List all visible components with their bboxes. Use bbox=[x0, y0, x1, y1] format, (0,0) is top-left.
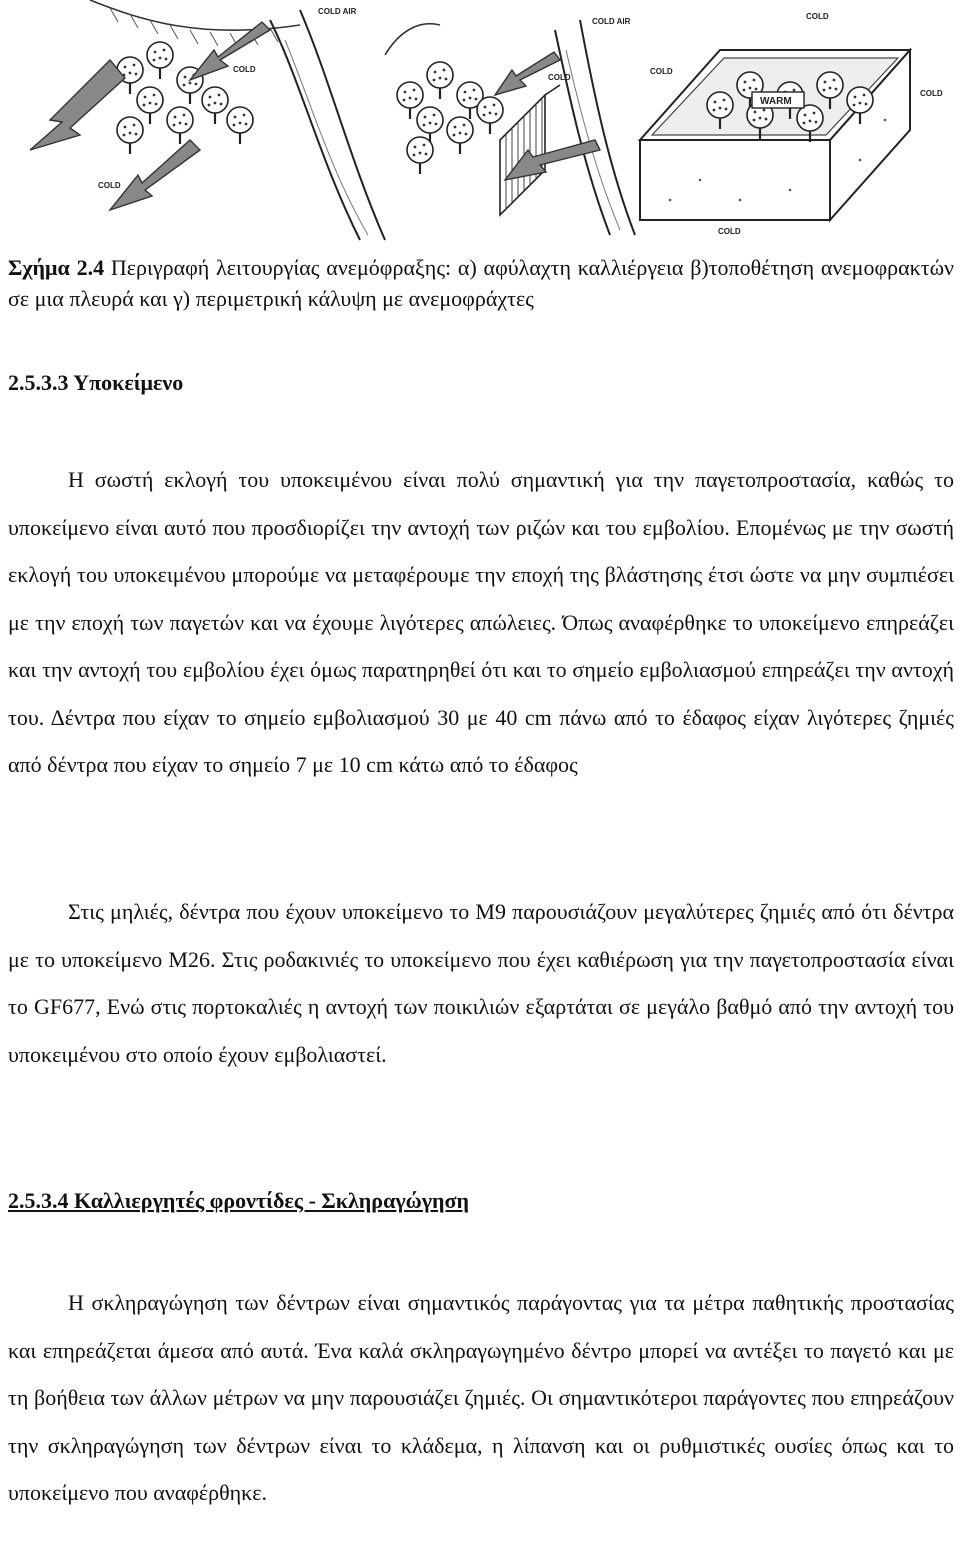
label-cold-air-b: COLD AIR bbox=[592, 17, 631, 26]
label-cold-c-left: COLD bbox=[650, 67, 673, 76]
label-warm-c: WARM bbox=[760, 96, 792, 107]
paragraph-hardening-1-text: Η σκληραγώγηση των δέντρων είναι σημαντικός παράγοντας για τα μέτρα παθητικής προστασίας και επηρεάζεται άμεσα από αυτά. Ένα καλά σκληραγωγημένο δέντρο μπορεί να αντέξει το παγετό και με τη βοήθεια των άλλων μέτρων να μην παρουσιάζει ζημιές. Οι σημαντικότεροι παράγοντες που επηρεάζουν την σκληραγώγηση των δέντρων είναι το κλάδεμα, η λίπανση και οι ρυθμιστικές ουσίες όπως και το υποκείμενο που αναφέρθηκε. bbox=[8, 1290, 954, 1505]
caption-label: Σχήμα 2.4 bbox=[8, 255, 105, 280]
section-heading-rootstock: 2.5.3.3 Υποκείμενο bbox=[8, 370, 184, 395]
paragraph-rootstock-2-text: Στις μηλιές, δέντρα που έχουν υποκείμενο το Μ9 παρουσιάζουν μεγαλύτερες ζημιές από ότι δέντρα με το υποκείμενο Μ26. Στις ροδακινιές το υποκείμενο που έχει καθιέρωση για την παγετοπροστασία είναι το GF677, Ενώ στις πορτοκαλιές η αντοχή των ποικιλιών εξαρτάται σε μεγάλο βαθμό από την αντοχή του υποκειμένου στο οποίο έχουν εμβολιαστεί. bbox=[8, 899, 954, 1067]
windbreak-figure bbox=[0, 0, 960, 245]
windbreak-illustration bbox=[0, 0, 960, 245]
paragraph-rootstock-2 bbox=[8, 888, 954, 1078]
panel-b bbox=[385, 17, 635, 235]
label-cold-b: COLD bbox=[548, 73, 571, 82]
label-cold-c-bottom: COLD bbox=[718, 227, 741, 236]
panel-a bbox=[30, 0, 385, 240]
label-cold-c-right: COLD bbox=[920, 89, 943, 98]
label-cold-a-top: COLD bbox=[233, 65, 256, 74]
figure-caption bbox=[8, 252, 954, 314]
paragraph-rootstock-1 bbox=[8, 456, 954, 789]
label-cold-c-top: COLD bbox=[806, 12, 829, 21]
label-cold-a-bottom: COLD bbox=[98, 181, 121, 190]
paragraph-hardening-1 bbox=[8, 1279, 954, 1517]
label-cold-air-a: COLD AIR bbox=[318, 7, 357, 16]
section-heading-hardening-text: 2.5.3.4 Καλλιεργητές φροντίδες - Σκληραγώγηση bbox=[8, 1188, 469, 1213]
paragraph-rootstock-1-text: Η σωστή εκλογή του υποκειμένου είναι πολύ σημαντική για την παγετοπροστασία, καθώς το υποκείμενο είναι αυτό που προσδιορίζει την αντοχή των ριζών και του εμβολίου. Επομένως με την σωστή εκλογή του υποκειμένου μπορούμε να μεταφέρουμε την εποχή της βλάστησης έτσι ώστε να μην συμπιέσει με την εποχή των παγετών και να έχουμε λιγότερες απώλειες. Όπως αναφέρθηκε το υποκείμενο επηρεάζει και την αντοχή του εμβολίου έχει όμως παρατηρηθεί ότι και το σημείο εμβολιασμού επηρεάζει την αντοχή του. Δέντρα που είχαν το σημείο εμβολιασμού 30 με 40 cm πάνω από το έδαφος είχαν λιγότερες ζημιές από δέντρα που είχαν το σημείο 7 με 10 cm κάτω από το έδαφος bbox=[8, 467, 954, 777]
panel-c bbox=[640, 12, 943, 236]
section-heading-hardening bbox=[8, 1186, 469, 1216]
caption-text: Περιγραφή λειτουργίας ανεμόφραξης: α) αφύλαχτη καλλιέργεια β)τοποθέτηση ανεμοφρακτών σε μια πλευρά και γ) περιμετρική κάλυψη με ανεμοφράχτες bbox=[8, 255, 954, 311]
